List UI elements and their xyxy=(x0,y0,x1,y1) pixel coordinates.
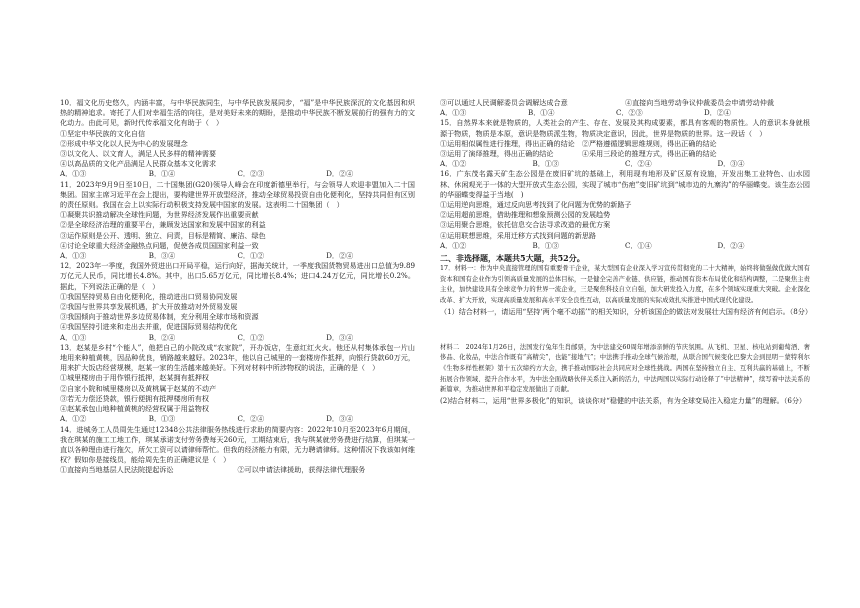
q16-choice-c[interactable]: C．①④ xyxy=(625,240,652,250)
q13-choice-b[interactable]: B．①③ xyxy=(148,414,176,424)
q11-option-2: ②是全球经济治理的重要平台，兼顾发达国家和发展中国家的利益 xyxy=(60,220,266,230)
q12-stem: 12．2023年一季度，我国外贸进出口开局平稳，运行向好，据海关统计，一季度我国货物贸易进出口总值为9.89万亿元人民币，同比增长4.8%。其中，出口5.65万亿元，同比增长8.4%；进口4.24万亿元，同比增长0.2%。据此，下列说法正确的是（ ） xyxy=(60,261,415,291)
q17-material-2: 材料二 2024年1月26日，法国发行兔年生肖邮票，为中法建交60周年增添亲鲜的节庆氛围。从飞机、卫星、核电站到葡萄酒、奢侈品、化妆品，中法合作既有“高精尖”，也能“接地气”；中法携手推动全球气候治理，从联合国气候变化巴黎大会到昆明－蒙特利尔《生物多样性框架》第十五次缔约方大会，携手推动国际社会共同应对全球性挑战。两国在坚持独立自主、互利共赢的基础上，不断拓展合作领域、提升合作水平，为中法全面战略伙伴关系注入新的活力，中法两国以实际行动诠释了“中法精神”，续写着中法关系的新篇章，为推动世界和平稳定发展做出了贡献。 xyxy=(440,343,810,394)
q12-choices xyxy=(60,333,415,343)
q14-options-row-1 xyxy=(60,465,415,475)
q14-choice-c[interactable]: C．②③ xyxy=(616,108,643,118)
q17-question-2: (2)结合材料二，运用“世界多极化”的知识，谈谈你对“稳健的中法关系，有为全球变局注入稳定力量”的理解。（6分） xyxy=(440,395,807,405)
q10-choice-b[interactable]: B．①④ xyxy=(148,169,176,179)
q11-choices xyxy=(60,251,415,261)
q15-choice-c[interactable]: C．②④ xyxy=(625,159,652,169)
q17-question-1: （1）结合材料一，请运用“坚持‘两个毫不动摇’”的相关知识，分析该国企的做法对发展壮大国有经济有何启示。（8分） xyxy=(440,306,812,316)
q15-choice-a[interactable]: A．①② xyxy=(440,159,467,169)
q11-option-1: ①凝聚共识推动解决全球性问题，为世界经济发展作出重要贡献 xyxy=(60,210,259,220)
q15-choices xyxy=(440,159,810,169)
q15-choice-d[interactable]: D．③④ xyxy=(717,159,745,169)
left-column xyxy=(60,98,415,476)
q10-choice-d[interactable]: D．②④ xyxy=(326,169,354,179)
q13-option-2: ②自家小院和城里楼房以及黄桃属于赵某的不动产 xyxy=(60,383,217,393)
q16-choice-a[interactable]: A．①② xyxy=(440,240,467,250)
q14-stem: 14．进城务工人员周先生通过12348公共法律服务热线进行求助的简要内容：2022年10月至2023年6月期间，我在琪某的施工工地工作，琪某承诺支付劳务费每天260元，工期结束后，我与琪某就劳务费进行结算，但琪某一直以各种理由进行拖欠，所欠工资可以请律师帮忙。但我的经济能力有限，无力聘请律师。这种情况下我该如何维权？假如你是接线员，能给周先生的正确建议是（ ） xyxy=(60,424,415,465)
q11-option-4: ④讨论全球重大经济金融热点问题，促使各成员国国家利益一致 xyxy=(60,240,259,250)
q11-choice-d[interactable]: D．②④ xyxy=(326,251,354,261)
q10-option-3: ③以文化人、以文育人，满足人民多样的精神需要 xyxy=(60,149,217,159)
q14-choices xyxy=(440,108,810,118)
q10-stem: 10．福文化历史悠久，内涵丰富，与中华民族同生，与中华民族发展同步，“福”是中华民族深沉的文化基因和炽热的精神追求。寄托了人们对幸福生活的向往，是对美好未来的期盼，是推动中华民族不断发展前行的强有力的文化动力。由此可见，新时代传承福文化有助于（ ） xyxy=(60,98,415,128)
q13-choices xyxy=(60,414,415,424)
q13-choice-a[interactable]: A．①② xyxy=(60,414,87,424)
q13-option-1: ①城里楼房由于用作银行抵押，赵某拥有抵押权 xyxy=(60,373,209,383)
q14-option-3: ③可以通过人民调解委员会调解达成合意 xyxy=(440,98,568,107)
q16-choice-b[interactable]: B．①③ xyxy=(532,240,559,250)
q16-option-3: ③运用聚合思维，依托信息交合法寻求改造的最优方案 xyxy=(440,220,611,230)
q15-stem: 15．自然界本来就是物质的，人类社会的产生、存在、发展及其构成要素，都具有客观的物质性。人的意识本身就根源于物质，物质是本原，意识是物质派生物，物质决定意识，因此，世界是物质的世界。这一段话（ ） xyxy=(440,118,810,138)
q16-choices xyxy=(440,241,810,251)
q14-choice-a[interactable]: A．①③ xyxy=(440,108,467,118)
q16-stem: 16．广东茂名露天矿生态公园是在废旧矿坑的基础上，利用现有地形及矿区原有设施，开发出集工业特色、山水园林、休闲观光于一体的大型开放式生态公园，实现了城市“伤疤”变旧矿坑到“城市边的九寨沟”的华丽蝶变。该生态公园的华丽蝶变得益于当地( ) xyxy=(440,169,810,199)
q16-option-2: ②运用超前思维，借助推理和想象预测公园的发展趋势 xyxy=(440,210,611,220)
q11-choice-c[interactable]: C．①② xyxy=(237,251,265,261)
q15-option-3-4: ③运用了演绎推理，得出正确的结论 ④采用三段论的推理方式，得出正确的结论 xyxy=(440,149,717,159)
q13-option-3: ③若无力偿还贷款，银行便拥有抵押楼房所有权 xyxy=(60,393,209,403)
q11-stem: 11．2023年9月9日至10日，二十国集团(G20)领导人峰会在印度新德里举行，与会领导人欢迎非盟加入二十国集团。国家主席习近平在会上提出，要构建世界开放型经济，推动全球贸易投资自由化便利化，坚持共同但有区别的责任原则。我国在会上以实际行动积极支持发展中国家的发展。这表明二十国集团（ ） xyxy=(60,179,415,210)
q13-option-4: ④赵某承包山地种植黄桃的经营权属于用益物权 xyxy=(60,404,209,414)
q12-choice-a[interactable]: A．①③ xyxy=(60,332,87,342)
q16-option-4: ④运用联想思维，采用迁移方式找到问题的新思路 xyxy=(440,230,597,240)
q12-option-1: ①我国坚持贸易自由化便利化，推动进出口贸易协同发展 xyxy=(60,291,238,301)
q14-option-1: ①直接向当地基层人民法院提起诉讼 xyxy=(60,465,174,475)
q10-choice-c[interactable]: C．②③ xyxy=(237,169,265,179)
q14-choice-b[interactable]: B．①④ xyxy=(528,108,555,118)
q12-option-3: ③我国倾向于推动世界多边贸易体制，充分利用全球市场和资源 xyxy=(60,312,259,322)
q14-option-4: ④直接向当地劳动争议仲裁委员会申请劳动仲裁 xyxy=(625,98,774,107)
q14-options-row-2 xyxy=(440,98,810,108)
q12-option-4: ④我国坚持引进来和走出去并重，促进国际贸易结构优化 xyxy=(60,322,238,332)
q11-option-3: ③运作原则是公开、透明、独立、问责，目标是精简、廉洁、绿色 xyxy=(60,230,266,240)
q17-material-1: 17．材料一：作为中央直接管理的国有重要骨干企业，某大型国有企业深入学习宣传贯彻党的二十大精神，始终将做强做优做大国有资本和国有企业作为引领高质量发展的总体目标，一是健全完善产业链、供应链，推动国有资本布局优化和结构调整，二是聚焦主责主业，加快建设具有全球竞争力的世界一流企业，三是聚焦科技自立自强，加大研发投入力度，在多个领域实现重大突破。企业深化改革、扩大开放，实现高质量发展和高水平安全良性互动，以高质量发展的实际成效扎实推进中国式现代化建设。 xyxy=(440,265,810,305)
q10-option-4: ④以高品质的文化产品满足人民群众基本文化需求 xyxy=(60,159,217,169)
q10-option-1: ①坚定中华民族的文化自信 xyxy=(60,128,146,138)
q16-choice-d[interactable]: D．②④ xyxy=(717,240,745,250)
q12-choice-b[interactable]: B．②④ xyxy=(148,332,176,342)
q13-choice-c[interactable]: C．②④ xyxy=(237,414,265,424)
q13-stem: 13．赵某是乡村“个能人”，他把自己的小院改成“农家院”，开办饭店，生意红红火火。他还从村集体承包一片山地用来种植黄桃，因品种优良，销路越来越好。2023年，他以自己城里的一套楼房作抵押，向银行贷款60万元，用来扩大饭店经营规模，赵某一家的生活越来越美好。下列对材料中所涉物权的说法，正确的是（ ） xyxy=(60,342,415,373)
q12-choice-d[interactable]: D．③④ xyxy=(326,332,354,342)
q10-option-2: ②形成中华文化以人民为中心的发展理念 xyxy=(60,138,188,148)
q14-option-2: ②可以申请法律援助，获得法律代理服务 xyxy=(237,465,366,475)
q15-option-1-2: ①运用相似属性进行推理，得出正确的结论 ②严格遵循逻辑思维规则，得出正确的结论 xyxy=(440,138,717,148)
q11-choice-a[interactable]: A．①③ xyxy=(60,251,87,261)
q12-option-2: ②我国与世界共享发展机遇，扩大开放推动对外贸易发展 xyxy=(60,302,238,312)
q10-choices xyxy=(60,169,415,179)
q13-choice-d[interactable]: D．③④ xyxy=(326,414,354,424)
q16-option-1: ①运用逆向思维，通过反向思考找到了化问题为优势的新路子 xyxy=(440,200,632,210)
answer-space xyxy=(440,317,810,343)
right-column xyxy=(440,98,810,406)
q11-choice-b[interactable]: B．③④ xyxy=(148,251,176,261)
q14-choice-d[interactable]: D．②④ xyxy=(704,108,731,118)
q12-choice-c[interactable]: C．①② xyxy=(237,332,265,342)
q15-choice-b[interactable]: B．①③ xyxy=(532,159,559,169)
q10-choice-a[interactable]: A．①③ xyxy=(60,169,87,179)
section-title: 二、非选择题，本题共5大题，共52分。 xyxy=(440,253,585,264)
